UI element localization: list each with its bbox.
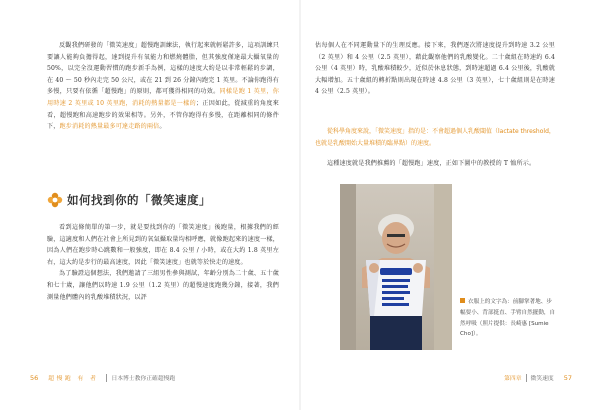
right-page-number: 57 (563, 373, 572, 382)
book-gutter (299, 0, 301, 410)
section-paragraph-1: 看到這條簡單的第一步，就是要找到你的「微笑速度」後跑量，根據我們的經驗，這適度和人們在社會上所見到的氧氣攝取量均相呼應，就像跑起來的速度一樣，因為人們在跑步時心跳數和一般強度，即在 8.4 公里 / 小時，或在大約 1.8 英里左右，這大約是步行的最高速度，因此「微笑速度」也就等於快走的速度。 (47, 224, 279, 266)
paragraph-text: 不論你跑得有多慢，只要有依循「超慢跑」的原則，都可獲得相同的功效。 (47, 76, 280, 96)
series-title: 超慢跑 有 者 (48, 376, 99, 382)
footer-divider (106, 374, 107, 382)
footer-divider (526, 374, 527, 382)
professor-photo (340, 184, 452, 350)
section-title: 如何找到你的「微笑速度」 (67, 193, 211, 207)
section-body (47, 222, 279, 303)
highlight-text: 跑步消耗的熱量最多可達走路的兩倍 (59, 123, 160, 131)
pull-quote-text: 從科學角度來說，「微笑速度」指的是：不會超過個人乳酸閾值（lactate threshold，也就是乳酸開始大量堆積的臨界點）的速度。 (315, 128, 555, 147)
left-paragraph-1 (47, 40, 279, 133)
caption-bullet-icon (460, 298, 465, 303)
right-paragraph-2-wrap (315, 158, 555, 170)
footer-left (30, 373, 175, 382)
left-page-number: 56 (30, 373, 39, 382)
highlight-text: 同樣是跑 1 英里，你用時速 2 英里或 10 英里跑，消耗的熱量都是一樣的 (47, 88, 279, 107)
chapter-label: 第四章 (504, 376, 522, 382)
right-paragraph-1: 估每個人在不同運動量下的生理反應。接下來，我們逐次將速度提升到時速 3.2 公里（2 英里）和 4 公里（2.5 英里），藉此觀察他們的乳酸變化。二十歲組在時速約 6.4 公里（4 英里）時，乳酸堆積較少，近似於休息狀態，到時速超過 6.4 公里後，乳酸就大幅增加。五十歲組的轉折點則出現在時速 4.8 公里（3 英里），七十歲組則是在時速 4 公里（2.5 英里）。 (315, 42, 555, 96)
paragraph-text: ；正因如此，從減重的角度來看，超慢跑和高速跑步的效果相等。另外，不管你跑得有多慢，在距離相同的條件下， (47, 99, 279, 131)
left-page-text (47, 40, 279, 133)
flower-icon (47, 192, 63, 208)
book-title: 日本博士教你正確超慢跑 (111, 376, 176, 382)
pull-quote (315, 126, 555, 149)
section-heading (47, 190, 279, 210)
right-paragraph-2: 這種速度就是我們推薦的「超慢跑」速度，正如下圖中的教授的 T 恤所示。 (327, 160, 536, 167)
caption-text: 衣服上的文字為：前腳掌著地、步幅要小、背部挺直、手臂自然擺動，自然呼吸（照片提供：長崎惠 [Sumie Cho]）。 (460, 299, 556, 338)
right-page-text (315, 40, 555, 98)
footer-right (504, 373, 572, 382)
paragraph-text: 。 (159, 123, 166, 131)
section-paragraph-2: 為了驗證這個想法，我們邀請了三組男性參與測試，年齡分別為二十歲、五十歲和七十歲，讓他們以時速 1.9 公里（1.2 英里）的超慢速度跑幾分鐘，接著，我們測量他們體內的乳酸堆積狀況，以評 (47, 270, 279, 301)
chapter-title: 微笑速度 (530, 376, 554, 382)
photo-caption (460, 297, 556, 340)
paragraph-text: 反觀我們研發的「微笑速度」超慢跑訓練法，執行起來就輕鬆許多，這項訓練只要讓人能夠負擔得起，達到提升有氧能力和燃燒體脂，但其強度僅達最大攝氧量的 50%，以完全沒運動習慣的跑步新手為例，這樣的速度大約是以非常輕鬆的步調，在 40 ～ 50 秒內走完 50 公尺，或在 21 到 26 分鐘內跑完 1 英里。 (47, 42, 279, 84)
